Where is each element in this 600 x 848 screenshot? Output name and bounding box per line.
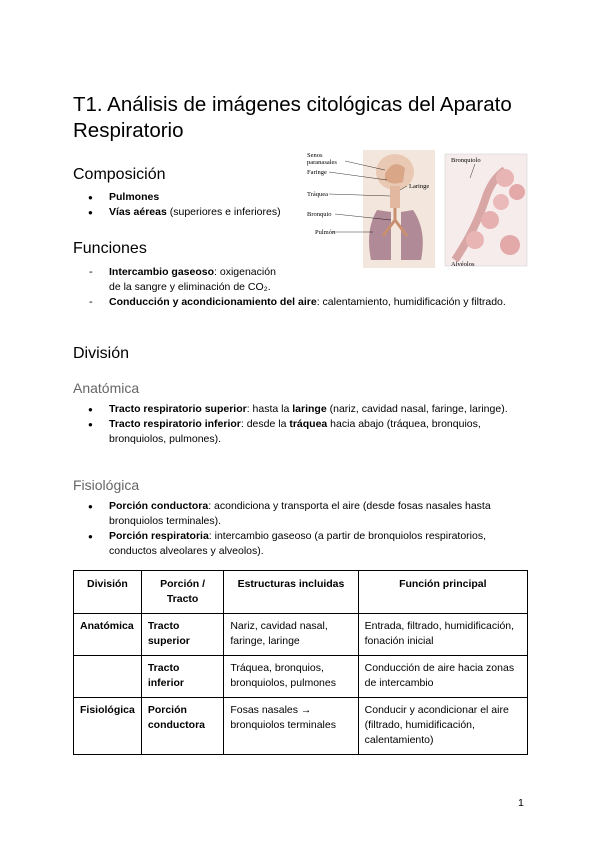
table-cell: Fosas nasales → bronquiolos terminales xyxy=(224,698,358,755)
list-item: ● Pulmones xyxy=(73,190,303,205)
label-traquea: Tráquea xyxy=(307,191,329,198)
alveolus-shape xyxy=(509,184,525,200)
respiratory-system-figure xyxy=(305,150,530,268)
list-item: ● Porción respiratoria: intercambio gaseoso (a partir de bronquiolos respiratorios, conductos alveolares y alveolos). xyxy=(73,529,513,559)
table-header-cell: División xyxy=(74,571,142,614)
table-cell: Conducción de aire hacia zonas de intercambio xyxy=(358,656,527,698)
table-header-row xyxy=(74,571,528,614)
label-bronquiolo: Bronquiolo xyxy=(451,157,481,164)
list-item: ● Porción conductora: acondiciona y transporta el aire (desde fosas nasales hasta bronquiolos terminales). xyxy=(73,499,513,529)
label-laringe: Laringe xyxy=(409,183,430,190)
table-cell: Porción conductora xyxy=(141,698,223,755)
trachea-shape xyxy=(390,186,400,208)
label-pulmon: Pulmón xyxy=(315,229,336,236)
table-row xyxy=(74,614,528,656)
anatomica-list xyxy=(73,402,513,447)
table-header-cell: Función principal xyxy=(358,571,527,614)
table-cell: Entrada, filtrado, humidificación, fonación inicial xyxy=(358,614,527,656)
alveolus-shape xyxy=(466,231,484,249)
page-number: 1 xyxy=(518,797,524,809)
funciones-list xyxy=(73,265,513,310)
table-cell xyxy=(74,656,142,698)
alveolus-shape xyxy=(481,211,499,229)
alveolus-shape xyxy=(493,194,509,210)
table-row xyxy=(74,656,528,698)
heading-anatomica: Anatómica xyxy=(73,380,140,396)
label-senos: Senos xyxy=(307,152,323,159)
table-cell: Tracto superior xyxy=(141,614,223,656)
division-table xyxy=(73,570,528,755)
heading-division: División xyxy=(73,345,130,362)
heading-composicion: Composición xyxy=(73,166,166,183)
table-cell: Anatómica xyxy=(74,614,142,656)
table-header-cell: Porción / Tracto xyxy=(141,571,223,614)
composicion-list xyxy=(73,190,303,220)
table-cell: Nariz, cavidad nasal, faringe, laringe xyxy=(224,614,358,656)
table-header-cell: Estructuras incluidas xyxy=(224,571,358,614)
alveolus-shape xyxy=(496,169,514,187)
label-faringe: Faringe xyxy=(307,169,327,176)
alveolus-shape xyxy=(500,235,520,255)
heading-fisiologica: Fisiológica xyxy=(73,477,140,493)
list-item: ● Tracto respiratorio inferior: desde la tráquea hacia abajo (tráquea, bronquios, bronquiolos, pulmones). xyxy=(73,417,513,447)
label-paranasales: paranasales xyxy=(307,159,337,166)
label-alveolos: Alvéolos xyxy=(451,261,475,268)
table-row xyxy=(74,698,528,755)
table-cell: Fisiológica xyxy=(74,698,142,755)
list-item: ● Vías aéreas (superiores e inferiores) xyxy=(73,205,303,220)
list-item: - Intercambio gaseoso: oxigenación de la sangre y eliminación de CO₂. xyxy=(73,265,513,295)
heading-funciones: Funciones xyxy=(73,240,147,257)
fisiologica-list xyxy=(73,499,513,559)
list-item: ● Tracto respiratorio superior: hasta la laringe (nariz, cavidad nasal, faringe, laringe). xyxy=(73,402,513,417)
label-bronquio: Bronquio xyxy=(307,211,332,218)
table-cell: Conducir y acondicionar el aire (filtrado, humidificación, calentamiento) xyxy=(358,698,527,755)
table-cell: Tráquea, bronquios, bronquiolos, pulmones xyxy=(224,656,358,698)
table-cell: Tracto inferior xyxy=(141,656,223,698)
page-title: T1. Análisis de imágenes citológicas del Aparato Respiratorio xyxy=(73,93,512,142)
list-item: - Conducción y acondicionamiento del aire: calentamiento, humidificación y filtrado. xyxy=(73,295,513,310)
